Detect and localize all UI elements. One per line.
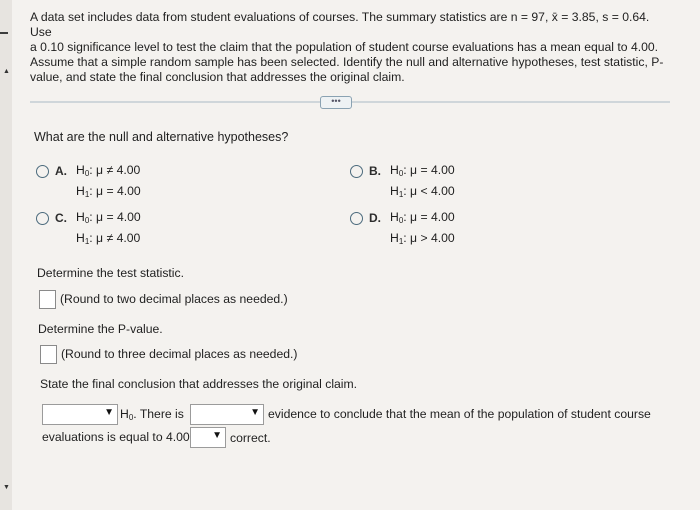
- option-a-h1: $H_1$: μ = 4.00: [76, 184, 141, 199]
- option-b-letter: B.: [369, 164, 381, 178]
- p-value-label: Determine the P-value.: [38, 322, 163, 336]
- claim-dropdown[interactable]: [190, 427, 226, 448]
- conclusion-line-2: evaluations is equal to 4.00: [42, 430, 190, 444]
- test-statistic-input[interactable]: [39, 290, 56, 309]
- option-d-h0: $H_0$: μ = 4.00: [390, 210, 455, 225]
- option-d-radio[interactable]: [350, 212, 363, 225]
- problem-line-3: Assume that a simple random sample has been selected. Identify the null and alternative hypotheses, test statistic, P-: [30, 55, 664, 69]
- test-statistic-hint: (Round to two decimal places as needed.): [60, 292, 288, 306]
- problem-statement: [30, 10, 670, 85]
- option-c-h0: $H_0$: μ = 4.00: [76, 210, 141, 225]
- scroll-down-icon[interactable]: ▼: [3, 484, 10, 491]
- option-a-h0: $H_0$: μ ≠ 4.00: [76, 163, 141, 178]
- option-c-radio[interactable]: [36, 212, 49, 225]
- problem-line-2: a 0.10 significance level to test the claim that the population of student course evaluations has a mean equal to 4.00.: [30, 40, 659, 54]
- option-b-h1: $H_1$: μ < 4.00: [390, 184, 455, 199]
- conclusion-evidence-text: evidence to conclude that the mean of the population of student course: [268, 407, 651, 421]
- p-value-input[interactable]: [40, 345, 57, 364]
- option-a-radio[interactable]: [36, 165, 49, 178]
- conclusion-h0-text: $H_0$. There is: [120, 407, 184, 422]
- test-statistic-label: Determine the test statistic.: [37, 266, 184, 280]
- problem-line-1: A data set includes data from student evaluations of courses. The summary statistics are n = 97, x̄ = 3.85, s = 0.64. Use: [30, 10, 650, 39]
- option-b-radio[interactable]: [350, 165, 363, 178]
- option-b-h0: $H_0$: μ = 4.00: [390, 163, 455, 178]
- option-d-letter: D.: [369, 211, 381, 225]
- scroll-up-icon[interactable]: ▲: [3, 68, 10, 75]
- dropdown-arrow-icon: ▼: [104, 407, 114, 418]
- option-a-letter: A.: [55, 164, 67, 178]
- more-button[interactable]: •••: [320, 96, 352, 109]
- problem-line-4: value, and state the final conclusion that addresses the original claim.: [30, 70, 405, 84]
- hypotheses-question: What are the null and alternative hypotheses?: [34, 130, 289, 144]
- option-c-letter: C.: [55, 211, 67, 225]
- dropdown-arrow-icon: ▼: [212, 430, 222, 441]
- conclusion-correct-text: correct.: [230, 431, 271, 445]
- left-rail: [0, 0, 12, 510]
- evidence-dropdown[interactable]: [190, 404, 264, 425]
- option-c-h1: $H_1$: μ ≠ 4.00: [76, 231, 141, 246]
- dropdown-arrow-icon: ▼: [250, 407, 260, 418]
- conclusion-label: State the final conclusion that addresses the original claim.: [40, 377, 358, 391]
- reject-decision-dropdown[interactable]: [42, 404, 118, 425]
- rail-marker: [0, 32, 8, 34]
- option-d-h1: $H_1$: μ > 4.00: [390, 231, 455, 246]
- p-value-hint: (Round to three decimal places as needed.): [61, 347, 298, 361]
